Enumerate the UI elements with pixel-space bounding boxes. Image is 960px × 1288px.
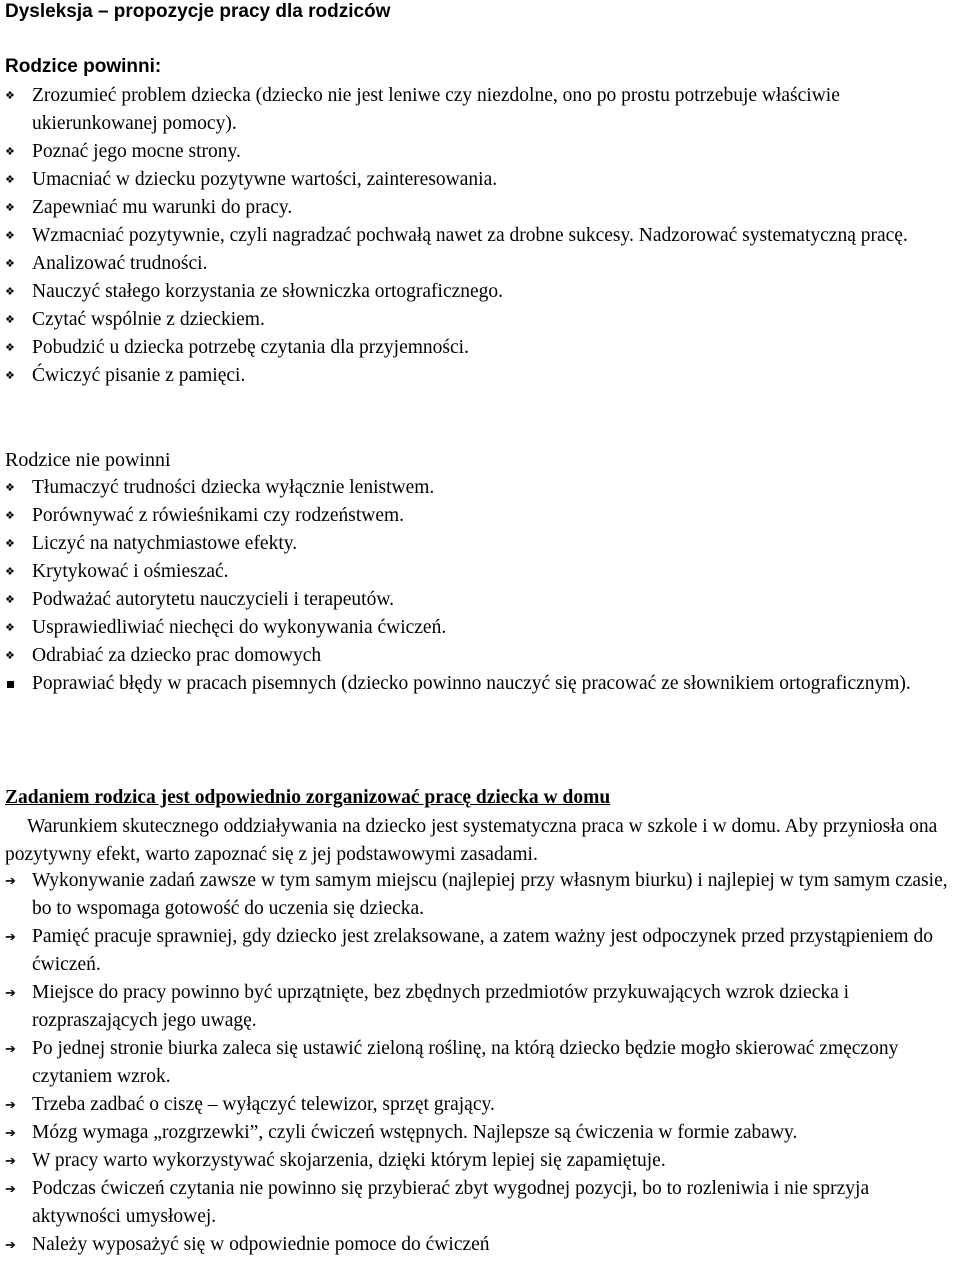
diamond-bullet-icon: ❖ — [5, 314, 15, 326]
arrow-bullet-icon: ➔ — [5, 929, 16, 944]
list-item: ➔ W pracy warto wykorzystywać skojarzenia, dzięki którym lepiej się zapamiętuje. — [5, 1147, 957, 1175]
should-heading: Rodzice powinni: — [5, 56, 162, 77]
arrow-bullet-icon: ➔ — [5, 1181, 16, 1196]
arrow-bullet-icon: ➔ — [5, 1153, 16, 1168]
should-not-list — [5, 474, 957, 698]
list-item: ❖ Zrozumieć problem dziecka (dziecko nie jest leniwe czy niezdolne, ono po prostu potrzebuje właściwie ukierunkowanej pomocy). — [5, 82, 957, 138]
list-item: ❖ Podważać autorytetu nauczycieli i terapeutów. — [5, 586, 957, 614]
list-item: ❖ Czytać wspólnie z dzieckiem. — [5, 306, 957, 334]
list-item: ➔ Po jednej stronie biurka zaleca się ustawić zieloną roślinę, na którą dziecko będzie mogło skierować zmęczony czytaniem wzrok. — [5, 1035, 957, 1091]
task-heading: Zadaniem rodzica jest odpowiednio zorganizować pracę dziecka w domu — [5, 787, 611, 808]
list-item: ➔ Podczas ćwiczeń czytania nie powinno się przybierać zbyt wygodnej pozycji, bo to rozleniwia i nie sprzyja aktywności umysłowej. — [5, 1175, 957, 1231]
list-item: ❖ Krytykować i ośmieszać. — [5, 558, 957, 586]
should-not-heading: Rodzice nie powinni — [5, 449, 171, 471]
list-item: ❖ Liczyć na natychmiastowe efekty. — [5, 530, 957, 558]
list-item: ❖ Umacniać w dziecku pozytywne wartości, zainteresowania. — [5, 166, 957, 194]
diamond-bullet-icon: ❖ — [5, 650, 15, 662]
diamond-bullet-icon: ❖ — [5, 258, 15, 270]
should-list — [5, 82, 957, 390]
arrow-bullet-icon: ➔ — [5, 1041, 16, 1056]
list-item: ❖ Analizować trudności. — [5, 250, 957, 278]
list-item: ❖ Nauczyć stałego korzystania ze słowniczka ortograficznego. — [5, 278, 957, 306]
diamond-bullet-icon: ❖ — [5, 510, 15, 522]
diamond-bullet-icon: ❖ — [5, 622, 15, 634]
arrow-bullet-icon: ➔ — [5, 985, 16, 1000]
list-item: ❖ Wzmacniać pozytywnie, czyli nagradzać pochwałą nawet za drobne sukcesy. Nadzorować systematyczną pracę. — [5, 222, 957, 250]
list-item: ❖ Poznać jego mocne strony. — [5, 138, 957, 166]
list-item: ➔ Wykonywanie zadań zawsze w tym samym miejscu (najlepiej przy własnym biurku) i najlepiej w tym samym czasie, bo to wspomaga gotowość do uczenia się dziecka. — [5, 867, 957, 923]
diamond-bullet-icon: ❖ — [5, 90, 15, 102]
diamond-bullet-icon: ❖ — [5, 566, 15, 578]
diamond-bullet-icon: ❖ — [5, 342, 15, 354]
diamond-bullet-icon: ❖ — [5, 146, 15, 158]
list-item: ➔ Mózg wymaga „rozgrzewki”, czyli ćwiczeń wstępnych. Najlepsze są ćwiczenia w formie zabawy. — [5, 1119, 957, 1147]
diamond-bullet-icon: ❖ — [5, 482, 15, 494]
list-item: ❖ Usprawiedliwiać niechęci do wykonywania ćwiczeń. — [5, 614, 957, 642]
list-item: Poprawiać błędy w pracach pisemnych (dziecko powinno nauczyć się pracować ze słownikiem ortograficznym). — [5, 670, 957, 698]
arrow-bullet-icon: ➔ — [5, 1097, 16, 1112]
diamond-bullet-icon: ❖ — [5, 174, 15, 186]
diamond-bullet-icon: ❖ — [5, 538, 15, 550]
list-item: ➔ Miejsce do pracy powinno być uprzątnięte, bez zbędnych przedmiotów przykuwających wzrok dziecka i rozpraszających jego uwagę. — [5, 979, 957, 1035]
document-title: Dysleksja – propozycje pracy dla rodziców — [5, 1, 391, 22]
list-item: ❖ Zapewniać mu warunki do pracy. — [5, 194, 957, 222]
diamond-bullet-icon: ❖ — [5, 594, 15, 606]
list-item: ❖ Tłumaczyć trudności dziecka wyłącznie lenistwem. — [5, 474, 957, 502]
list-item: ➔ Pamięć pracuje sprawniej, gdy dziecko jest zrelaksowane, a zatem ważny jest odpoczynek przed przystąpieniem do ćwiczeń. — [5, 923, 957, 979]
diamond-bullet-icon: ❖ — [5, 286, 15, 298]
square-bullet-icon — [5, 670, 25, 698]
arrow-bullet-icon: ➔ — [5, 873, 16, 888]
list-item: ➔ Należy wyposażyć się w odpowiednie pomoce do ćwiczeń — [5, 1231, 957, 1259]
diamond-bullet-icon: ❖ — [5, 202, 15, 214]
list-item: ➔ Trzeba zadbać o ciszę – wyłączyć telewizor, sprzęt grający. — [5, 1091, 957, 1119]
task-intro: Warunkiem skutecznego oddziaływania na dziecko jest systematyczna praca w szkole i w domu. Aby przyniosła ona pozytywny efekt, warto zapoznać się z jej podstawowymi zasadami. — [5, 816, 938, 865]
arrow-bullet-icon: ➔ — [5, 1125, 16, 1140]
diamond-bullet-icon: ❖ — [5, 370, 15, 382]
list-item: ❖ Porównywać z rówieśnikami czy rodzeństwem. — [5, 502, 957, 530]
list-item: ❖ Ćwiczyć pisanie z pamięci. — [5, 362, 957, 390]
arrow-bullet-icon: ➔ — [5, 1237, 16, 1252]
task-list — [5, 867, 957, 1259]
list-item: ❖ Pobudzić u dziecka potrzebę czytania dla przyjemności. — [5, 334, 957, 362]
diamond-bullet-icon: ❖ — [5, 230, 15, 242]
list-item: ❖ Odrabiać za dziecko prac domowych — [5, 642, 957, 670]
